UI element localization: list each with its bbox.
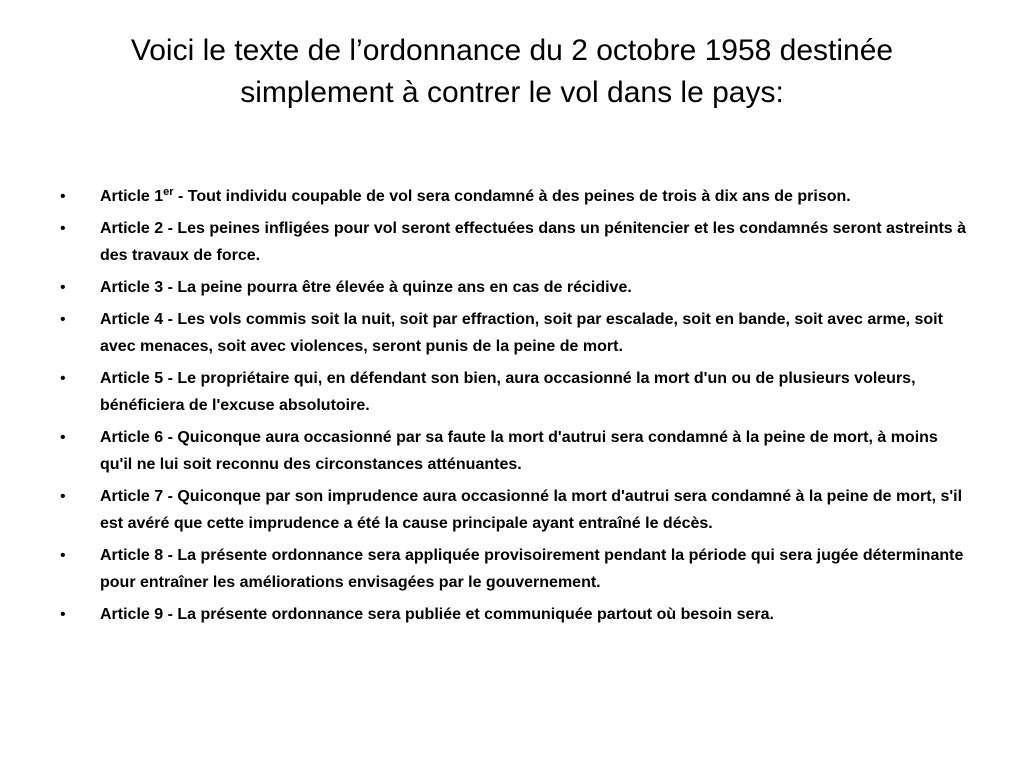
article-item [60,542,970,596]
article-label: Article 6 [100,429,164,446]
article-text: - La présente ordonnance sera appliquée provisoirement pendant la période qui sera jugée déterminante pour entraîner les améliorations envisagées par le gouvernement. [100,547,964,591]
articles-list [60,183,970,633]
article-label: Article 5 [100,370,164,387]
bullet-icon: • [60,279,66,296]
article-label: Article 2 [100,220,164,237]
article-text: - Tout individu coupable de vol sera condamné à des peines de trois à dix ans de prison. [173,188,851,205]
bullet-icon: • [60,220,66,237]
article-item [60,601,970,628]
article-item [60,365,970,419]
bullet-icon: • [60,370,66,387]
article-text: - Le propriétaire qui, en défendant son bien, aura occasionné la mort d'un ou de plusieurs voleurs, bénéficiera de l'excuse absolutoire. [100,370,916,414]
article-label: Article 8 [100,547,164,564]
article-text: - Quiconque par son imprudence aura occasionné la mort d'autrui sera condamné à la peine de mort, s'il est avéré que cette imprudence a été la cause principale ayant entraîné le décès. [100,488,963,532]
slide-title-line-2: simplement à contrer le vol dans le pays: [240,76,784,109]
bullet-icon: • [60,311,66,328]
article-item [60,215,970,269]
article-label: Article 7 [100,488,164,505]
article-text: - La présente ordonnance sera publiée et communiquée partout où besoin sera. [163,606,774,623]
article-item [60,483,970,537]
article-label: Article 3 [100,279,164,296]
article-text: - Quiconque aura occasionné par sa faute la mort d'autrui sera condamné à la peine de mort, à moins qu'il ne lui soit reconnu des circonstances atténuantes. [100,429,938,473]
bullet-icon: • [60,488,66,505]
article-label: Article 9 [100,606,164,623]
bullet-icon: • [60,606,66,623]
slide-title-line-1: Voici le texte de l’ordonnance du 2 octobre 1958 destinée [130,34,894,67]
article-label: Article 1 [100,188,164,205]
article-text: - La peine pourra être élevée à quinze ans en cas de récidive. [163,279,632,296]
article-item [60,274,970,301]
article-item [60,306,970,360]
article-superscript: er [163,186,174,198]
bullet-icon: • [60,429,66,446]
bullet-icon: • [60,188,66,205]
bullet-icon: • [60,547,66,564]
article-item [60,424,970,478]
article-text: - Les peines infligées pour vol seront effectuées dans un pénitencier et les condamnés seront astreints à des travaux de force. [100,220,967,264]
slide-title [60,30,964,114]
article-label: Article 4 [100,311,164,328]
article-text: - Les vols commis soit la nuit, soit par effraction, soit par escalade, soit en bande, soit avec arme, soit avec menaces, soit avec violences, seront punis de la peine de mort. [100,311,943,355]
article-item [60,183,970,210]
